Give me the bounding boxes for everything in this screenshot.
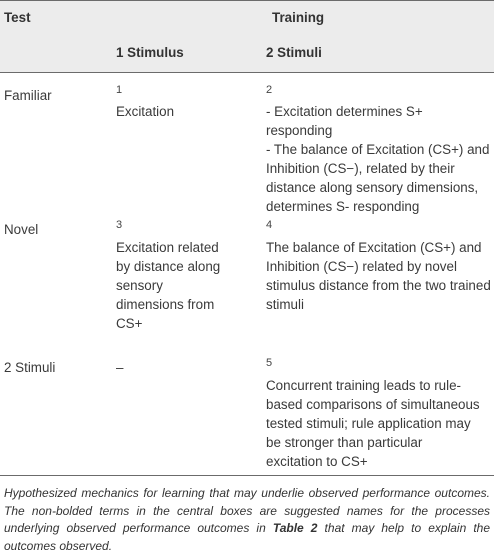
row-label-familiar: Familiar — [4, 88, 52, 103]
row-label-novel: Novel — [4, 222, 39, 237]
table-header — [0, 0, 494, 72]
cell-number: 3 — [116, 219, 123, 231]
header-col-1-stimulus: 1 Stimulus — [116, 45, 184, 60]
cell-number: 5 — [266, 357, 273, 369]
cell-text: Excitation — [116, 104, 175, 119]
row-label-2-stimuli: 2 Stimuli — [4, 360, 56, 375]
table-caption — [4, 485, 490, 555]
cell-number: 1 — [116, 84, 123, 96]
header-test: Test — [4, 10, 31, 25]
cell-text: The balance of Excitation (CS+) and Inhibition (CS−) related by novel stimulus distance from the two trained stimuli — [266, 240, 491, 312]
caption-table-reference[interactable]: Table 2 — [272, 521, 318, 535]
cell-number: 2 — [266, 84, 273, 96]
cell-text: Concurrent training leads to rule-based comparisons of simultaneous tested stimuli; rule application may be stronger than particular excitation to CS+ — [266, 378, 480, 469]
cell-text: - The balance of Excitation (CS+) and Inhibition (CS−), related by their distance along sensory dimensions, determines S- responding — [266, 142, 490, 214]
cell-text: – — [116, 360, 124, 375]
header-rule — [0, 72, 494, 73]
bottom-rule — [0, 475, 494, 476]
header-col-2-stimuli: 2 Stimuli — [266, 45, 322, 60]
caption-text: that may help to explain the outcomes observed. — [4, 521, 491, 553]
cell-number: 4 — [266, 219, 273, 231]
cell-text: - Excitation determines S+ responding — [266, 104, 423, 138]
caption-text: Hypothesized mechanics for learning that may underlie observed performance outcomes. The non-bolded terms in the central boxes are suggested names for the processes underlying observed performance outcomes in — [4, 486, 490, 535]
top-rule — [0, 0, 494, 1]
cell-text: Excitation related by distance along sensory dimensions from CS+ — [116, 240, 221, 331]
header-training: Training — [272, 10, 325, 25]
